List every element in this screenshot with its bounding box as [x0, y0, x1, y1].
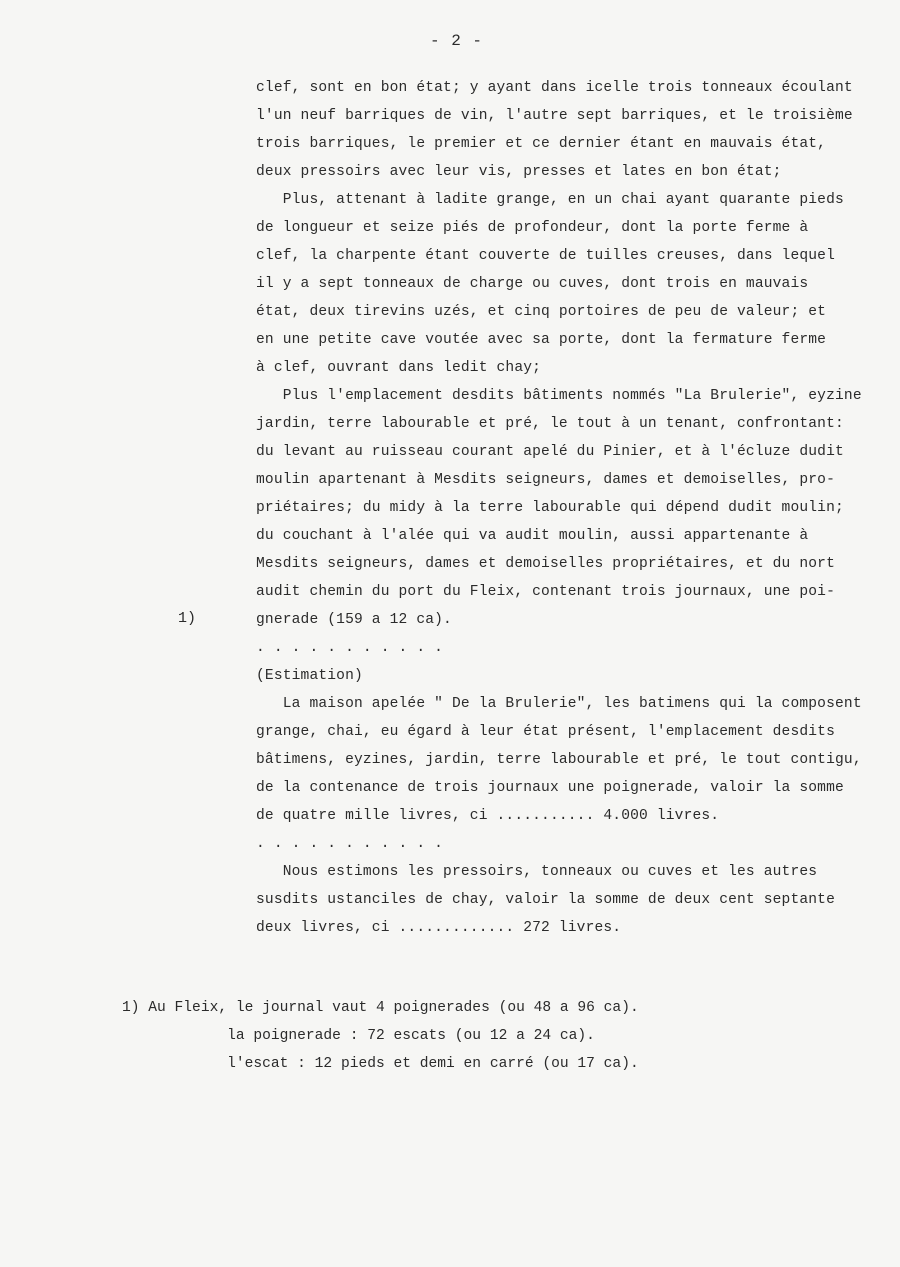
text-line: clef, sont en bon état; y ayant dans icelle trois tonneaux écoulant [256, 80, 853, 96]
text-line: à clef, ouvrant dans ledit chay; [256, 360, 542, 376]
separator-dots: . . . . . . . . . . . [256, 836, 444, 852]
text-line: susdits ustanciles de chay, valoir la somme de deux cent septante [256, 892, 835, 908]
text-line: l'un neuf barriques de vin, l'autre sept barriques, et le troisième [256, 108, 853, 124]
text-line: deux livres, ci ............. 272 livres. [256, 920, 622, 936]
text-line: grange, chai, eu égard à leur état présent, l'emplacement desdits [256, 724, 835, 740]
text-line: Mesdits seigneurs, dames et demoiselles propriétaires, et du nort [256, 556, 835, 572]
separator-dots: . . . . . . . . . . . [256, 640, 444, 656]
text-line: trois barriques, le premier et ce dernier étant en mauvais état, [256, 136, 827, 152]
text-line: de quatre mille livres, ci ........... 4.000 livres. [256, 808, 720, 824]
text-line: de la contenance de trois journaux une poignerade, valoir la somme [256, 780, 844, 796]
footnote-line: la poignerade : 72 escats (ou 12 a 24 ca). [122, 1028, 595, 1044]
footnote-line: 1) Au Fleix, le journal vaut 4 poignerades (ou 48 a 96 ca). [122, 1000, 639, 1016]
text-line: audit chemin du port du Fleix, contenant trois journaux, une poi- [256, 584, 835, 600]
footnote-line: l'escat : 12 pieds et demi en carré (ou 17 ca). [122, 1056, 639, 1072]
text-line: du couchant à l'alée qui va audit moulin, aussi appartenante à [256, 528, 809, 544]
text-line: Plus l'emplacement desdits bâtiments nommés "La Brulerie", eyzine [256, 388, 862, 404]
section-heading: (Estimation) [256, 668, 363, 684]
text-line: priétaires; du midy à la terre labourable qui dépend dudit moulin; [256, 500, 844, 516]
text-line: gnerade (159 a 12 ca). [256, 612, 452, 628]
text-line: jardin, terre labourable et pré, le tout à un tenant, confrontant: [256, 416, 844, 432]
text-line: Plus, attenant à ladite grange, en un chai ayant quarante pieds [256, 192, 844, 208]
text-line: moulin apartenant à Mesdits seigneurs, dames et demoiselles, pro- [256, 472, 835, 488]
text-line: il y a sept tonneaux de charge ou cuves, dont trois en mauvais [256, 276, 809, 292]
text-line: Nous estimons les pressoirs, tonneaux ou cuves et les autres [256, 864, 818, 880]
text-line: état, deux tirevins uzés, et cinq portoires de peu de valeur; et [256, 304, 827, 320]
page-number: - 2 - [430, 32, 484, 50]
footnote-marker: 1) [178, 610, 197, 627]
text-line: bâtimens, eyzines, jardin, terre labourable et pré, le tout contigu, [256, 752, 862, 768]
text-line: de longueur et seize piés de profondeur, dont la porte ferme à [256, 220, 809, 236]
text-line: clef, la charpente étant couverte de tuilles creuses, dans lequel [256, 248, 835, 264]
text-line: La maison apelée " De la Brulerie", les batimens qui la composent [256, 696, 862, 712]
text-line: deux pressoirs avec leur vis, presses et lates en bon état; [256, 164, 782, 180]
text-line: du levant au ruisseau courant apelé du Pinier, et à l'écluze dudit [256, 444, 844, 460]
text-line: en une petite cave voutée avec sa porte, dont la fermature ferme [256, 332, 827, 348]
